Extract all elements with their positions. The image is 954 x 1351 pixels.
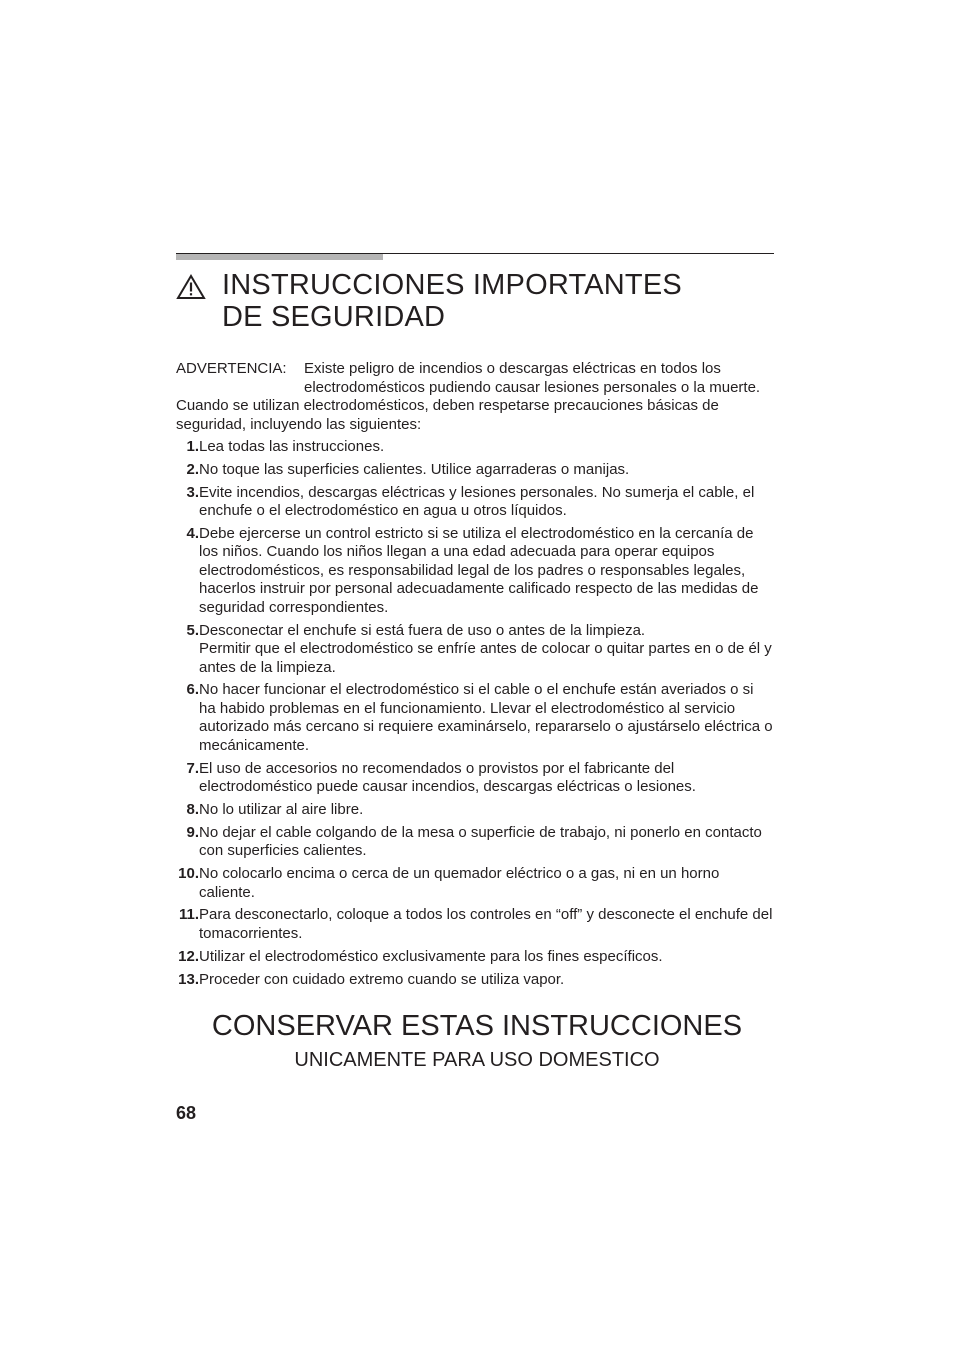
page-title <box>222 269 682 333</box>
list-item-number: 7. <box>186 759 199 777</box>
header-rule-accent <box>176 254 383 260</box>
list-item <box>176 971 774 990</box>
list-item-text: Proceder con cuidado extremo cuando se utiliza vapor. <box>199 970 565 988</box>
list-item <box>176 461 774 480</box>
list-item-text: No hacer funcionar el electrodoméstico si el cable o el enchufe están averiados o si ha habido problemas en el funcionamiento. Llevar el electrodoméstico al servicio autorizado más cercano si requiere examinárselo, repararselo o ajustárselo eléctrica o mecánicamente. <box>199 681 773 754</box>
list-item-number: 11. <box>178 906 199 924</box>
list-item-number: 2. <box>186 460 199 478</box>
list-item-number: 13. <box>178 970 199 988</box>
list-item <box>176 760 774 797</box>
list-item-text: No toque las superficies calientes. Utilice agarraderas o manijas. <box>199 460 630 478</box>
list-item-text: No lo utilizar al aire libre. <box>199 801 364 819</box>
warning-triangle-icon <box>176 274 206 300</box>
intro-paragraph: Cuando se utilizan electrodomésticos, deben respetarse precauciones básicas de seguridad, incluyendo las siguientes: <box>176 397 719 433</box>
warning-label: ADVERTENCIA: <box>176 360 287 377</box>
list-item-text: No dejar el cable colgando de la mesa o superficie de trabajo, ni ponerlo en contacto con superficies calientes. <box>199 823 762 860</box>
list-item-number: 6. <box>186 681 199 699</box>
list-item-text: Debe ejercerse un control estricto si se utiliza el electrodoméstico en la cercanía de los niños. Cuando los niños llegan a una edad adecuada para operar equipos electrodomésticos, es responsabilidad legal de los padres o responsables legales, hacerlos instruir por personal adecuadamente calificado respecto de las medidas de seguridad correspondientes. <box>199 524 759 616</box>
warning-block <box>176 360 774 397</box>
page-number: 68 <box>176 1103 197 1123</box>
list-item <box>176 438 774 457</box>
save-instructions-heading: CONSERVAR ESTAS INSTRUCCIONES <box>211 1010 743 1042</box>
list-item <box>176 622 774 678</box>
list-item-number: 1. <box>186 438 199 455</box>
list-item-number: 5. <box>186 621 199 639</box>
domestic-use-heading: UNICAMENTE PARA USO DOMESTICO <box>294 1049 660 1071</box>
safety-list <box>176 438 774 989</box>
list-item-number: 10. <box>178 865 199 883</box>
list-item-number: 3. <box>186 483 199 501</box>
list-item <box>176 801 774 820</box>
list-item <box>176 484 774 521</box>
list-item <box>176 948 774 967</box>
page-title-line1: INSTRUCCIONES IMPORTANTES <box>222 269 682 301</box>
page-title-line2: DE SEGURIDAD <box>222 301 446 333</box>
list-item-number: 9. <box>186 823 199 841</box>
main-content <box>176 360 774 993</box>
list-item-text: Utilizar el electrodoméstico exclusivamente para los fines específicos. <box>199 947 663 965</box>
list-item <box>176 525 774 618</box>
list-item-number: 4. <box>186 524 199 542</box>
list-item-text: Evite incendios, descargas eléctricas y lesiones personales. No sumerja el cable, el enchufe o el electrodoméstico en agua u otros líquidos. <box>199 483 755 520</box>
list-item <box>176 906 774 943</box>
list-item-number: 12. <box>178 947 199 965</box>
list-item-text: No colocarlo encima o cerca de un quemador eléctrico o a gas, ni en un horno caliente. <box>199 865 720 901</box>
list-item-number: 8. <box>186 801 199 819</box>
list-item <box>176 681 774 755</box>
list-item-text: El uso de accesorios no recomendados o provistos por el fabricante del electrodoméstico puede causar incendios, descargas eléctricas o lesiones. <box>199 759 696 796</box>
list-item <box>176 865 774 902</box>
list-item-text: Desconectar el enchufe si está fuera de uso o antes de la limpieza. Permitir que el electrodoméstico se enfríe antes de colocar o quitar partes en o de él y antes de la limpieza. <box>199 621 772 676</box>
list-item-text: Para desconectarlo, coloque a todos los controles en “off” y desconecte el enchufe del tomacorrientes. <box>199 906 773 942</box>
list-item <box>176 824 774 861</box>
warning-text: Existe peligro de incendios o descargas eléctricas en todos los electrodomésticos pudiendo causar lesiones personales o la muerte. <box>304 360 761 396</box>
list-item-text: Lea todas las instrucciones. <box>199 438 385 455</box>
